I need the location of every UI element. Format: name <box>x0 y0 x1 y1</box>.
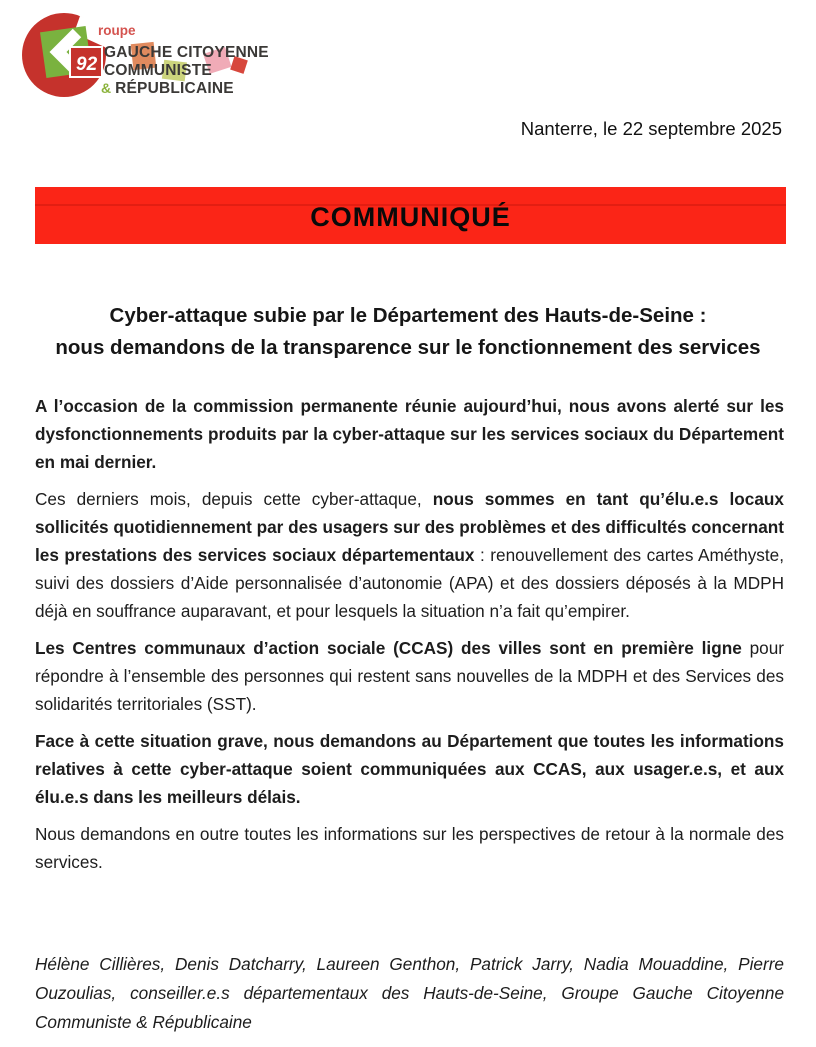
logo-groupe-suffix: roupe <box>98 23 136 38</box>
paragraph-segment: : renouvellement des cartes Améthyste, suivi des dossiers d’Aide personnalisée d’autonomie (APA) et des dossiers déposés à la MDPH déjà en souffrance auparavant, et pour lesquels la situation n’a fait qu’empirer. <box>35 545 784 621</box>
communique-banner <box>35 187 786 244</box>
paragraph <box>35 392 784 476</box>
paragraph <box>35 727 784 811</box>
paragraph-segment-bold: A l’occasion de la commission permanente réunie aujourd’hui, nous avons alerté sur les dysfonctionnements produits par la cyber-attaque sur les services sociaux du Département en mai dernier. <box>35 396 784 472</box>
paragraph-segment: Ces derniers mois, depuis cette cyber-attaque, <box>35 489 433 509</box>
logo-emblem <box>16 4 278 106</box>
dateline: Nanterre, le 22 septembre 2025 <box>520 118 782 139</box>
paragraph-segment: Nous demandons en outre toutes les informations sur les perspectives de retour à la normale des services. <box>35 824 784 872</box>
body-paragraphs <box>35 392 784 885</box>
logo-line3: & RÉPUBLICAINE <box>101 80 234 97</box>
logo-line1: GAUCHE CITOYENNE <box>104 44 269 61</box>
document-title <box>0 300 816 364</box>
title-line-2: nous demandons de la transparence sur le fonctionnement des services <box>55 336 761 359</box>
logo-line2: COMMUNISTE <box>104 62 212 79</box>
signature: Hélène Cillières, Denis Datcharry, Laureen Genthon, Patrick Jarry, Nadia Mouaddine, Pierre Ouzoulias, conseiller.e.s départementaux des Hauts-de-Seine, Groupe Gauche Citoyenne Communiste & Républicaine <box>35 954 784 1032</box>
paragraph <box>35 820 784 876</box>
banner-label: COMMUNIQUÉ <box>310 202 511 232</box>
banner-fold-line <box>35 204 786 206</box>
paragraph <box>35 634 784 718</box>
paragraph-segment-bold: nous sommes en tant qu’élu.e.s locaux sollicités quotidiennement par des usagers sur des problèmes et des difficultés concernant les prestations des services sociaux départementaux <box>35 489 784 565</box>
logo <box>16 4 278 106</box>
paragraph-segment: pour répondre à l’ensemble des personnes qui restent sans nouvelles de la MDPH et des Services des solidarités territoriales (SST). <box>35 638 784 714</box>
paragraph-segment-bold: Les Centres communaux d’action sociale (CCAS) des villes sont en première ligne <box>35 638 742 658</box>
title-line-1: Cyber-attaque subie par le Département des Hauts-de-Seine : <box>109 304 707 327</box>
paragraph-segment-bold: Face à cette situation grave, nous demandons au Département que toutes les informations relatives à cette cyber-attaque soient communiquées aux CCAS, aux usager.e.s, et aux élu.e.s dans les meilleurs délais. <box>35 731 784 807</box>
paragraph <box>35 485 784 625</box>
logo-92-label: 92 <box>76 54 98 75</box>
